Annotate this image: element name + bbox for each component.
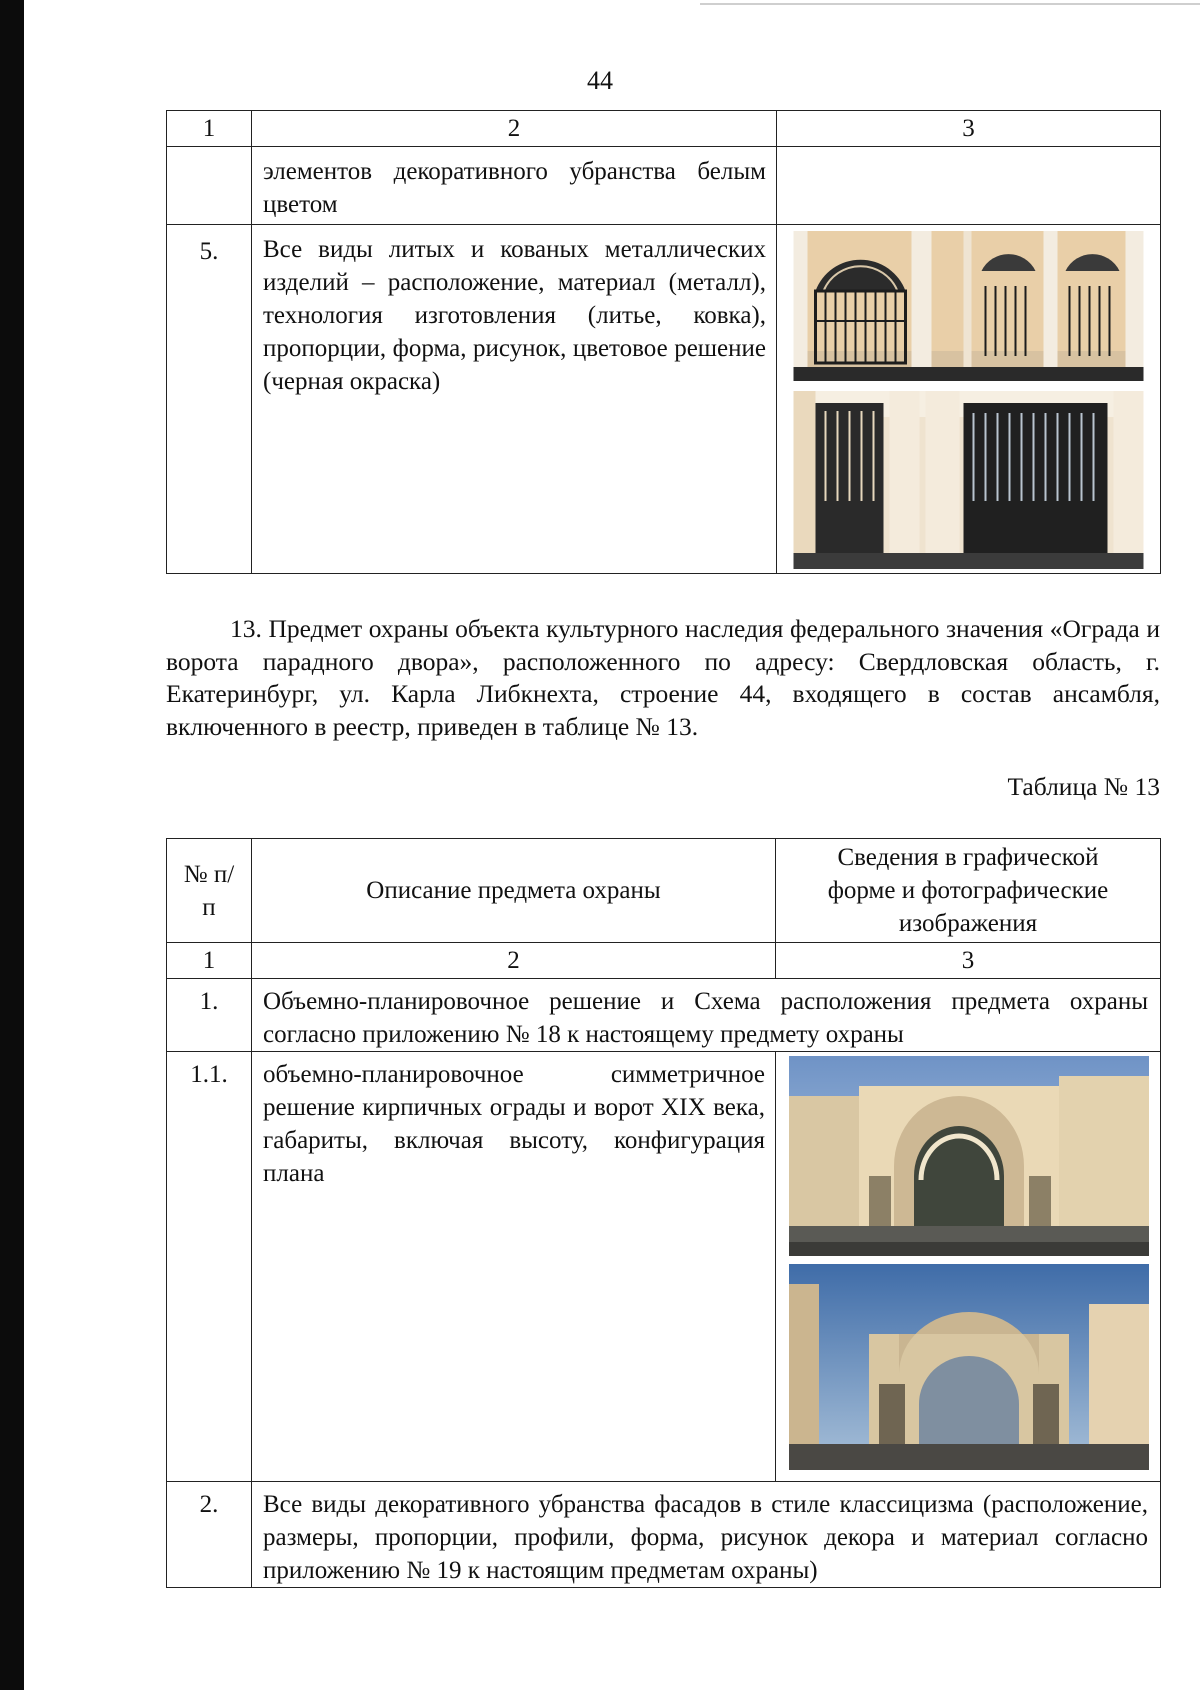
- col-number-3: 3: [776, 943, 1161, 979]
- col-number-3: 3: [777, 111, 1161, 147]
- scan-edge: [0, 0, 24, 1690]
- table-13-caption: Таблица № 13: [1007, 772, 1160, 801]
- table-row: [167, 225, 1161, 574]
- row-number: 1.1.: [167, 1052, 252, 1482]
- page-number: 44: [587, 66, 613, 95]
- col-number-2: 2: [252, 111, 777, 147]
- metal-gates-arches-photo: [793, 231, 1144, 381]
- row-description: Объемно-планировочное решение и Схема расположения предмета охраны согласно приложению № 18 к настоящему предмету охраны: [252, 979, 1161, 1052]
- row-description: элементов декоративного убранства белым цветом: [252, 147, 777, 225]
- header-number: № п/п: [167, 839, 252, 943]
- row-number: 1.: [167, 979, 252, 1052]
- header-description: Описание предмета охраны: [252, 839, 776, 943]
- row-number: 2.: [167, 1482, 252, 1588]
- metal-gates-photo: [793, 391, 1144, 569]
- header-graphic: Сведения в графической форме и фотографические изображения: [776, 839, 1161, 943]
- row-number: 5.: [167, 225, 252, 574]
- photo-cell: [776, 1052, 1161, 1482]
- gate-arch-photo-1: [788, 1056, 1150, 1256]
- table-row: [167, 147, 1161, 225]
- photo-cell: [777, 225, 1161, 574]
- scan-top-rule: [700, 3, 1200, 5]
- table-12-continuation: [166, 110, 1161, 574]
- row-description: Все виды декоративного убранства фасадов в стиле классицизма (расположение, размеры, пропорции, профили, форма, рисунок декора и материал согласно приложению № 19 к настоящим предметам охраны): [252, 1482, 1161, 1588]
- section-13-paragraph: 13. Предмет охраны объекта культурного наследия федерального значения «Ограда и ворота парадного двора», расположенного по адресу: Свердловская область, г. Екатеринбург, ул. Карла Либкнехта, строение 44, входящего в состав ансамбля, включенного в реестр, приведен в таблице № 13.: [166, 614, 1160, 741]
- col-number-1: 1: [167, 111, 252, 147]
- column-number-row: [167, 943, 1161, 979]
- table-row: [167, 979, 1161, 1052]
- row-description: Все виды литых и кованых металлических изделий – расположение, материал (металл), технология изготовления (литье, ковка), пропорции, форма, рисунок, цветовое решение (черная окраска): [252, 225, 777, 574]
- header-row: [167, 839, 1161, 943]
- column-number-row: [167, 111, 1161, 147]
- col-number-1: 1: [167, 943, 252, 979]
- col-number-2: 2: [252, 943, 776, 979]
- row-number-cell: [167, 147, 252, 225]
- table-row: [167, 1052, 1161, 1482]
- row-graphic-cell: [777, 147, 1161, 225]
- gate-arch-photo-2: [788, 1264, 1150, 1470]
- table-row: [167, 1482, 1161, 1588]
- table-13: [166, 838, 1161, 1588]
- row-description: объемно-планировочное симметричное решение кирпичных ограды и ворот XIX века, габариты, включая высоту, конфигурация плана: [252, 1052, 776, 1482]
